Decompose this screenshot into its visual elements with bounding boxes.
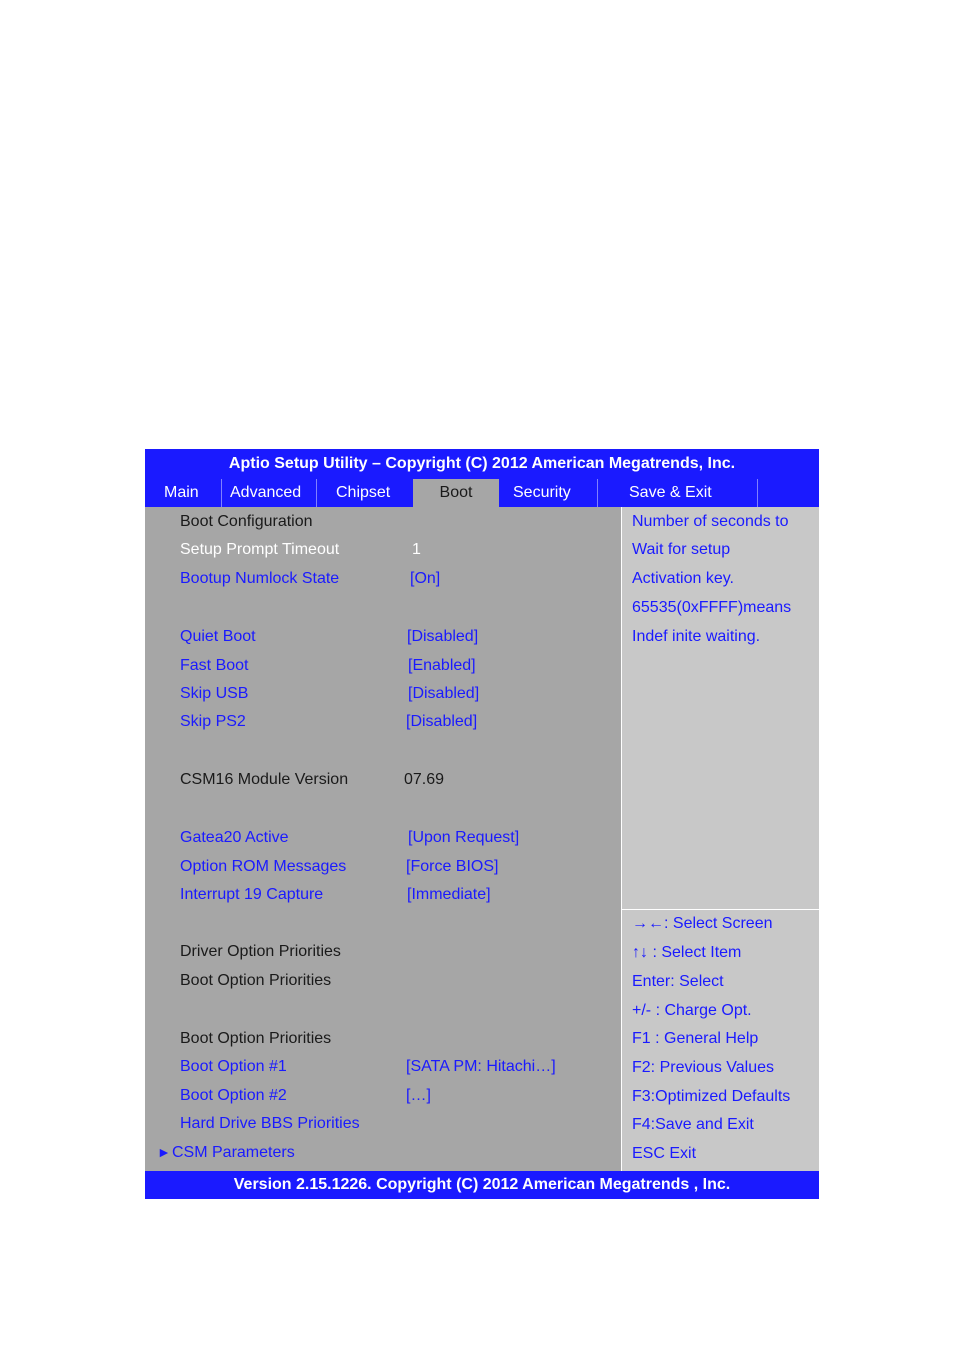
settings-panel [145,507,621,1171]
quiet-boot-value[interactable]: [Disabled] [407,628,479,645]
tab-security[interactable]: Security [513,484,571,501]
help-text-line: Wait for setup [632,541,731,558]
bootup-numlock-state-label: Bootup Numlock State [180,570,340,587]
key-help-enter: Enter: Select [632,973,724,990]
bios-setup-screen [145,449,819,1199]
help-text-line: Number of seconds to [632,513,789,530]
help-text-line: 65535(0xFFFF)means [632,599,792,616]
setup-prompt-timeout-value[interactable]: 1 [412,541,421,558]
skip-usb-label: Skip USB [180,685,249,702]
tab-advanced[interactable]: Advanced [230,484,302,501]
title-bar: Aptio Setup Utility – Copyright (C) 2012 American Megatrends, Inc. [145,449,819,479]
gatea20-active-value[interactable]: [Upon Request] [408,829,520,846]
key-help-esc: ESC Exit [632,1145,697,1162]
option-rom-messages-value[interactable]: [Force BIOS] [406,858,499,875]
bootup-numlock-state-value[interactable]: [On] [410,570,441,587]
key-help-select-item: ↑↓ : Select Item [632,944,742,961]
help-panel [621,507,819,1171]
tab-bar [145,479,819,507]
driver-option-priorities-label: Driver Option Priorities [180,943,341,960]
submenu-arrow-icon: ► [157,1144,171,1160]
key-help-f4: F4:Save and Exit [632,1116,754,1133]
tab-divider [221,479,222,507]
boot-option-2-label: Boot Option #2 [180,1087,287,1104]
gatea20-active-label: Gatea20 Active [180,829,289,846]
csm16-module-version-value: 07.69 [404,771,445,788]
skip-usb-value[interactable]: [Disabled] [408,685,480,702]
option-rom-messages-label: Option ROM Messages [180,858,347,875]
help-text-line: Activation key. [632,570,734,587]
tab-divider [316,479,317,507]
interrupt-19-capture-value[interactable]: [Immediate] [407,886,491,903]
fast-boot-value[interactable]: [Enabled] [408,657,476,674]
boot-option-2-value[interactable]: […] [406,1087,431,1104]
key-help-change-opt: +/- : Charge Opt. [632,1002,752,1019]
csm-parameters-label: CSM Parameters [172,1144,295,1161]
hard-drive-bbs-priorities-label: Hard Drive BBS Priorities [180,1115,360,1132]
help-text-line: Indef inite waiting. [632,628,761,645]
help-divider [622,909,820,910]
quiet-boot-label: Quiet Boot [180,628,256,645]
boot-option-1-label: Boot Option #1 [180,1058,287,1075]
csm16-module-version-label: CSM16 Module Version [180,771,349,788]
tab-main[interactable]: Main [164,484,199,501]
tab-divider [597,479,598,507]
setup-prompt-timeout-label: Setup Prompt Timeout [180,541,340,558]
status-bar: Version 2.15.1226. Copyright (C) 2012 American Megatrends , Inc. [145,1171,819,1199]
key-help-f1: F1 : General Help [632,1030,759,1047]
interrupt-19-capture-label: Interrupt 19 Capture [180,886,324,903]
key-help-f2: F2: Previous Values [632,1059,774,1076]
skip-ps2-value[interactable]: [Disabled] [406,713,478,730]
tab-boot[interactable]: Boot [413,479,499,507]
key-help-f3: F3:Optimized Defaults [632,1088,791,1105]
tab-divider [757,479,758,507]
boot-option-priorities-label: Boot Option Priorities [180,972,332,989]
boot-option-priorities-section-label: Boot Option Priorities [180,1030,332,1047]
boot-configuration-label: Boot Configuration [180,513,313,530]
skip-ps2-label: Skip PS2 [180,713,246,730]
tab-chipset[interactable]: Chipset [336,484,391,501]
boot-option-1-value[interactable]: [SATA PM: Hitachi…] [406,1058,556,1075]
fast-boot-label: Fast Boot [180,657,249,674]
key-help-select-screen: →←: Select Screen [632,915,773,932]
tab-save-exit[interactable]: Save & Exit [629,484,712,501]
